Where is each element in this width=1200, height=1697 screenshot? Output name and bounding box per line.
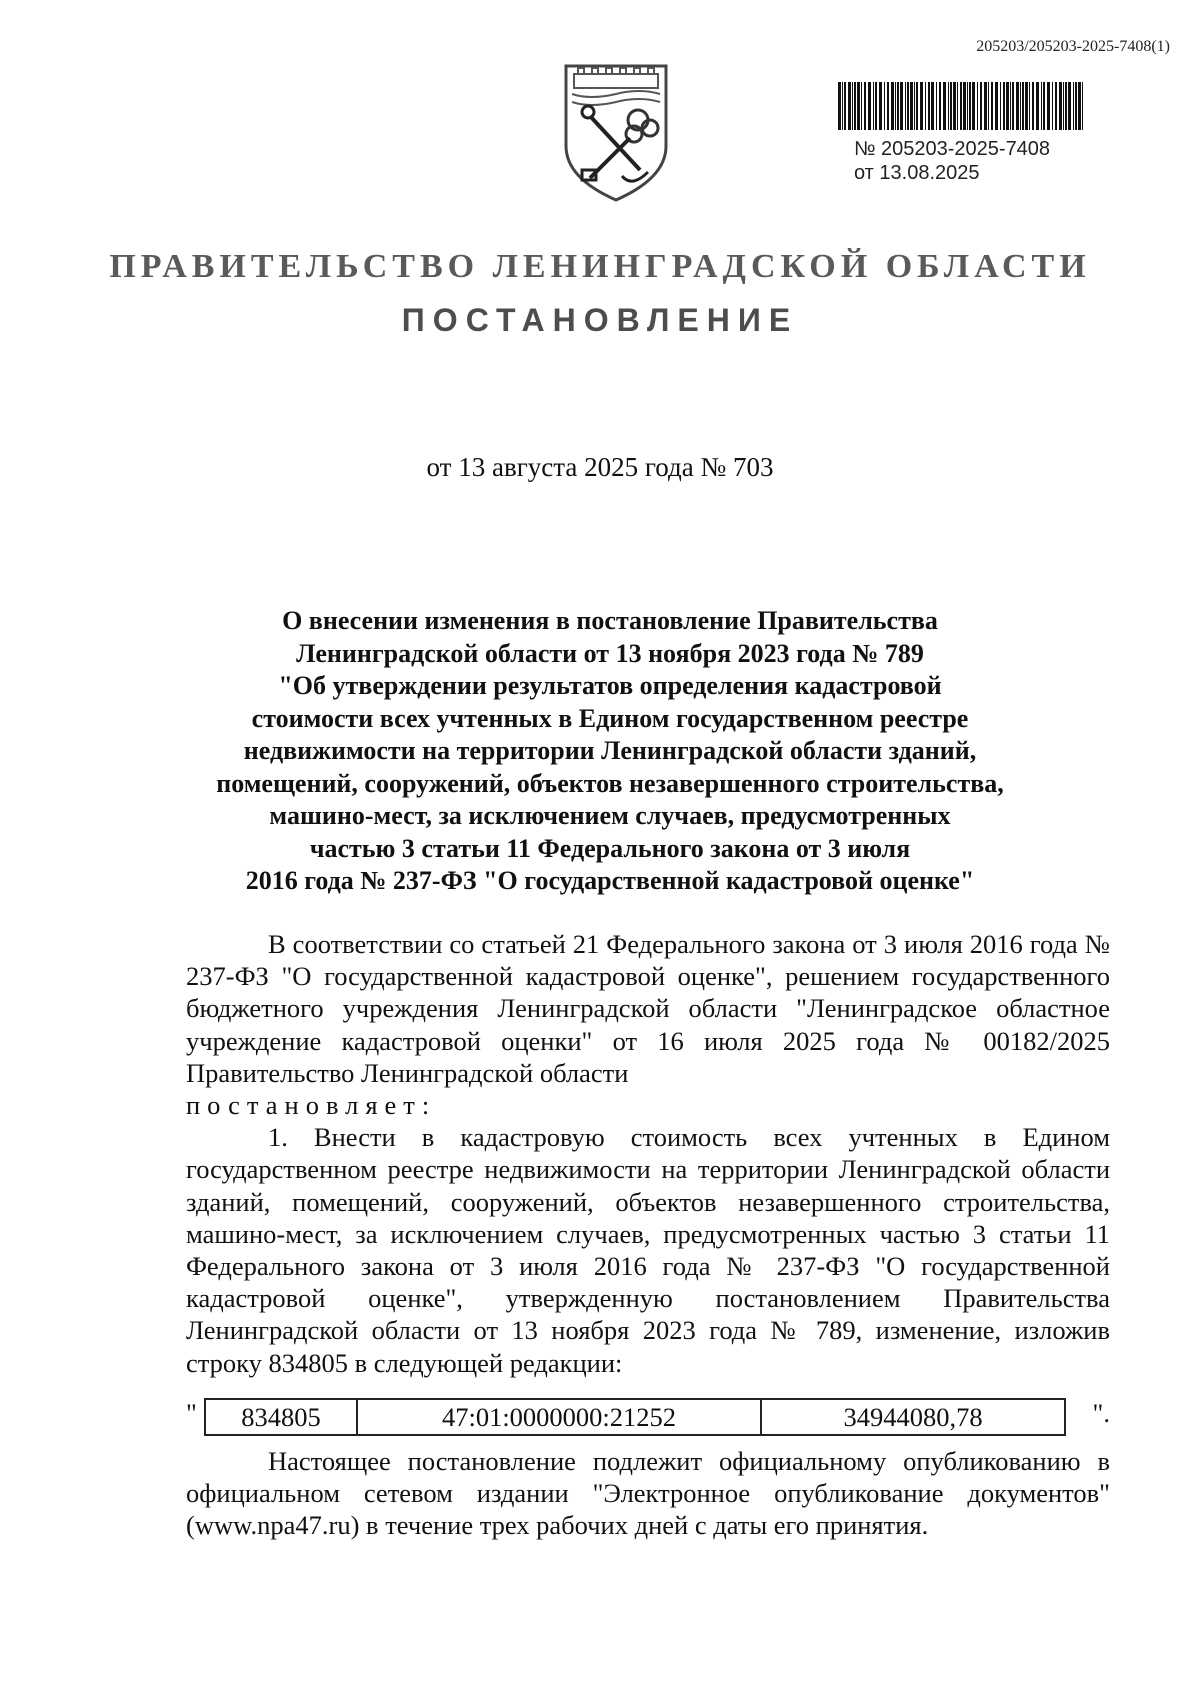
barcode-bar [928,82,930,130]
barcode-bar [1003,82,1005,130]
barcode-bar [854,82,856,130]
barcode-bar [991,82,993,130]
barcode-bar [842,82,843,130]
barcode-bar [972,82,975,130]
subject-line: стоимости всех учтенных в Едином государственном реестре [251,703,969,733]
cadastral-value-cell: 34944080,78 [761,1399,1065,1435]
barcode-bar [1082,82,1083,130]
barcode-bar [936,82,937,130]
barcode-bar [948,82,949,130]
subject-line: недвижимости на территории Ленинградской области зданий, [243,736,977,765]
body-section-1 [186,928,1110,1379]
subject-line: частью 3 статьи 11 Федерального закона от 3 июля [309,833,911,863]
barcode [838,82,1086,130]
barcode-bar [1032,82,1034,130]
barcode-bar [1012,82,1014,130]
preamble-paragraph: В соответствии со статьей 21 Федерального закона от 3 июля 2016 года № 237-ФЗ "О государственной кадастровой оценке", решением государственного бюджетного учреждения Ленинградской области "Ленинградское областное учреждение кадастровой оценки" от 16 июля 2025 года № 00182/2025 Правительство Ленинградской области [186,929,1110,1088]
item-2-paragraph: Настоящее постановление подлежит официальному опубликованию в официальном сетевом издании "Электронное опубликование документов" (www.npa47.ru) в течение трех рабочих дней с даты его принятия. [186,1446,1110,1541]
barcode-bar [980,82,982,130]
resolution-subject [180,605,1040,898]
barcode-bar [887,82,889,130]
registration-date: от 13.08.2025 [854,162,980,184]
close-quote: ". [1092,1398,1110,1428]
barcode-bar [1036,82,1039,130]
barcode-bar [852,82,853,130]
subject-line: машино-мест, за исключением случаев, предусмотренных [269,801,951,830]
barcode-bar [861,82,862,130]
barcode-bar [864,82,866,130]
barcode-bar [907,82,909,130]
barcode-bar [838,82,841,130]
barcode-bar [868,82,871,130]
barcode-bar [960,82,962,130]
cadastral-number-cell: 47:01:0000000:21252 [357,1399,761,1435]
barcode-bar [848,82,851,130]
barcode-bar [925,82,926,130]
barcode-bar [1041,82,1042,130]
document-id: 205203/205203-2025-7408(1) [976,38,1170,55]
barcode-bar [884,82,885,130]
barcode-bar [1000,82,1001,130]
barcode-bar [1016,82,1019,130]
barcode-bar [895,82,896,130]
subject-line: помещений, сооружений, объектов незавершенного строительства, [216,768,1004,798]
barcode-bar [995,82,998,130]
barcode-bar [914,82,915,130]
amended-row-table [204,1398,1066,1436]
barcode-bar [844,82,846,130]
barcode-bar [939,82,941,130]
subject-line: О внесении изменения в постановление Правительства [282,606,938,635]
barcode-bar [963,82,966,130]
barcode-bar [1020,82,1021,130]
barcode-bar [984,82,987,130]
barcode-bar [1010,82,1011,130]
government-title: ПРАВИТЕЛЬСТВО ЛЕНИНГРАДСКОЙ ОБЛАСТИ [109,248,1091,285]
barcode-bar [1073,82,1074,130]
barcode-bar [1029,82,1030,130]
barcode-bar [916,82,918,130]
barcode-bar [943,82,946,130]
barcode-bar [1047,82,1050,130]
barcode-bar [891,82,894,130]
resolution-date-number: от 13 августа 2025 года № 703 [426,452,774,482]
coat-of-arms-icon [560,60,672,204]
resolves-word: постановляет: [186,1090,437,1121]
barcode-bar [1065,82,1067,130]
table-row [205,1399,1065,1435]
row-number-cell: 834805 [205,1399,357,1435]
barcode-bar [920,82,923,130]
barcode-bar [879,82,882,130]
barcode-bar [931,82,934,130]
amended-row [186,1398,1110,1436]
registration-number: № 205203-2025-7408 [854,138,1051,160]
barcode-bar [873,82,874,130]
document-type: ПОСТАНОВЛЕНИЕ [401,302,799,338]
barcode-bar [1063,82,1064,130]
barcode-bar [900,82,903,130]
barcode-bar [957,82,958,130]
barcode-bar [857,82,860,130]
subject-line: 2016 года № 237-ФЗ "О государственной кадастровой оценке" [245,866,975,895]
barcode-bar [967,82,968,130]
barcode-bar [950,82,952,130]
barcode-bar [1052,82,1053,130]
barcode-bar [1078,82,1081,130]
subject-line: "Об утверждении результатов определения кадастровой [278,671,942,700]
barcode-bar [969,82,971,130]
barcode-bar [1059,82,1062,130]
barcode-bar [988,82,989,130]
barcode-bar [977,82,978,130]
open-quote: " [186,1398,197,1428]
barcode-bar [1068,82,1071,130]
barcode-bar [905,82,906,130]
item-1-paragraph: 1. Внести в кадастровую стоимость всех учтенных в Едином государственном реестре недвижимости на территории Ленинградской области зданий, помещений, сооружений, объектов незавершенного строительства, машино-мест, за исключением случаев, предусмотренных частью 3 статьи 11 Федерального закона от 3 июля 2016 года № 237-ФЗ "О государственной кадастровой оценке", утвержденную постановлением Правительства Ленинградской области от 13 ноября 2023 года № 789, изменение, изложив строку 834805 в следующей редакции: [186,1122,1110,1378]
barcode-bar [1006,82,1009,130]
barcode-bar [1055,82,1057,130]
barcode-bar [1043,82,1045,130]
barcode-bar [1075,82,1077,130]
registration-block [854,137,1050,185]
barcode-bar [1022,82,1024,130]
barcode-bar [897,82,899,130]
body-section-2 [186,1445,1110,1542]
barcode-bar [1025,82,1028,130]
barcode-bar [910,82,913,130]
subject-line: Ленинградской области от 13 ноября 2023 года № 789 [296,638,924,668]
barcode-bar [953,82,956,130]
barcode-bar [875,82,877,130]
